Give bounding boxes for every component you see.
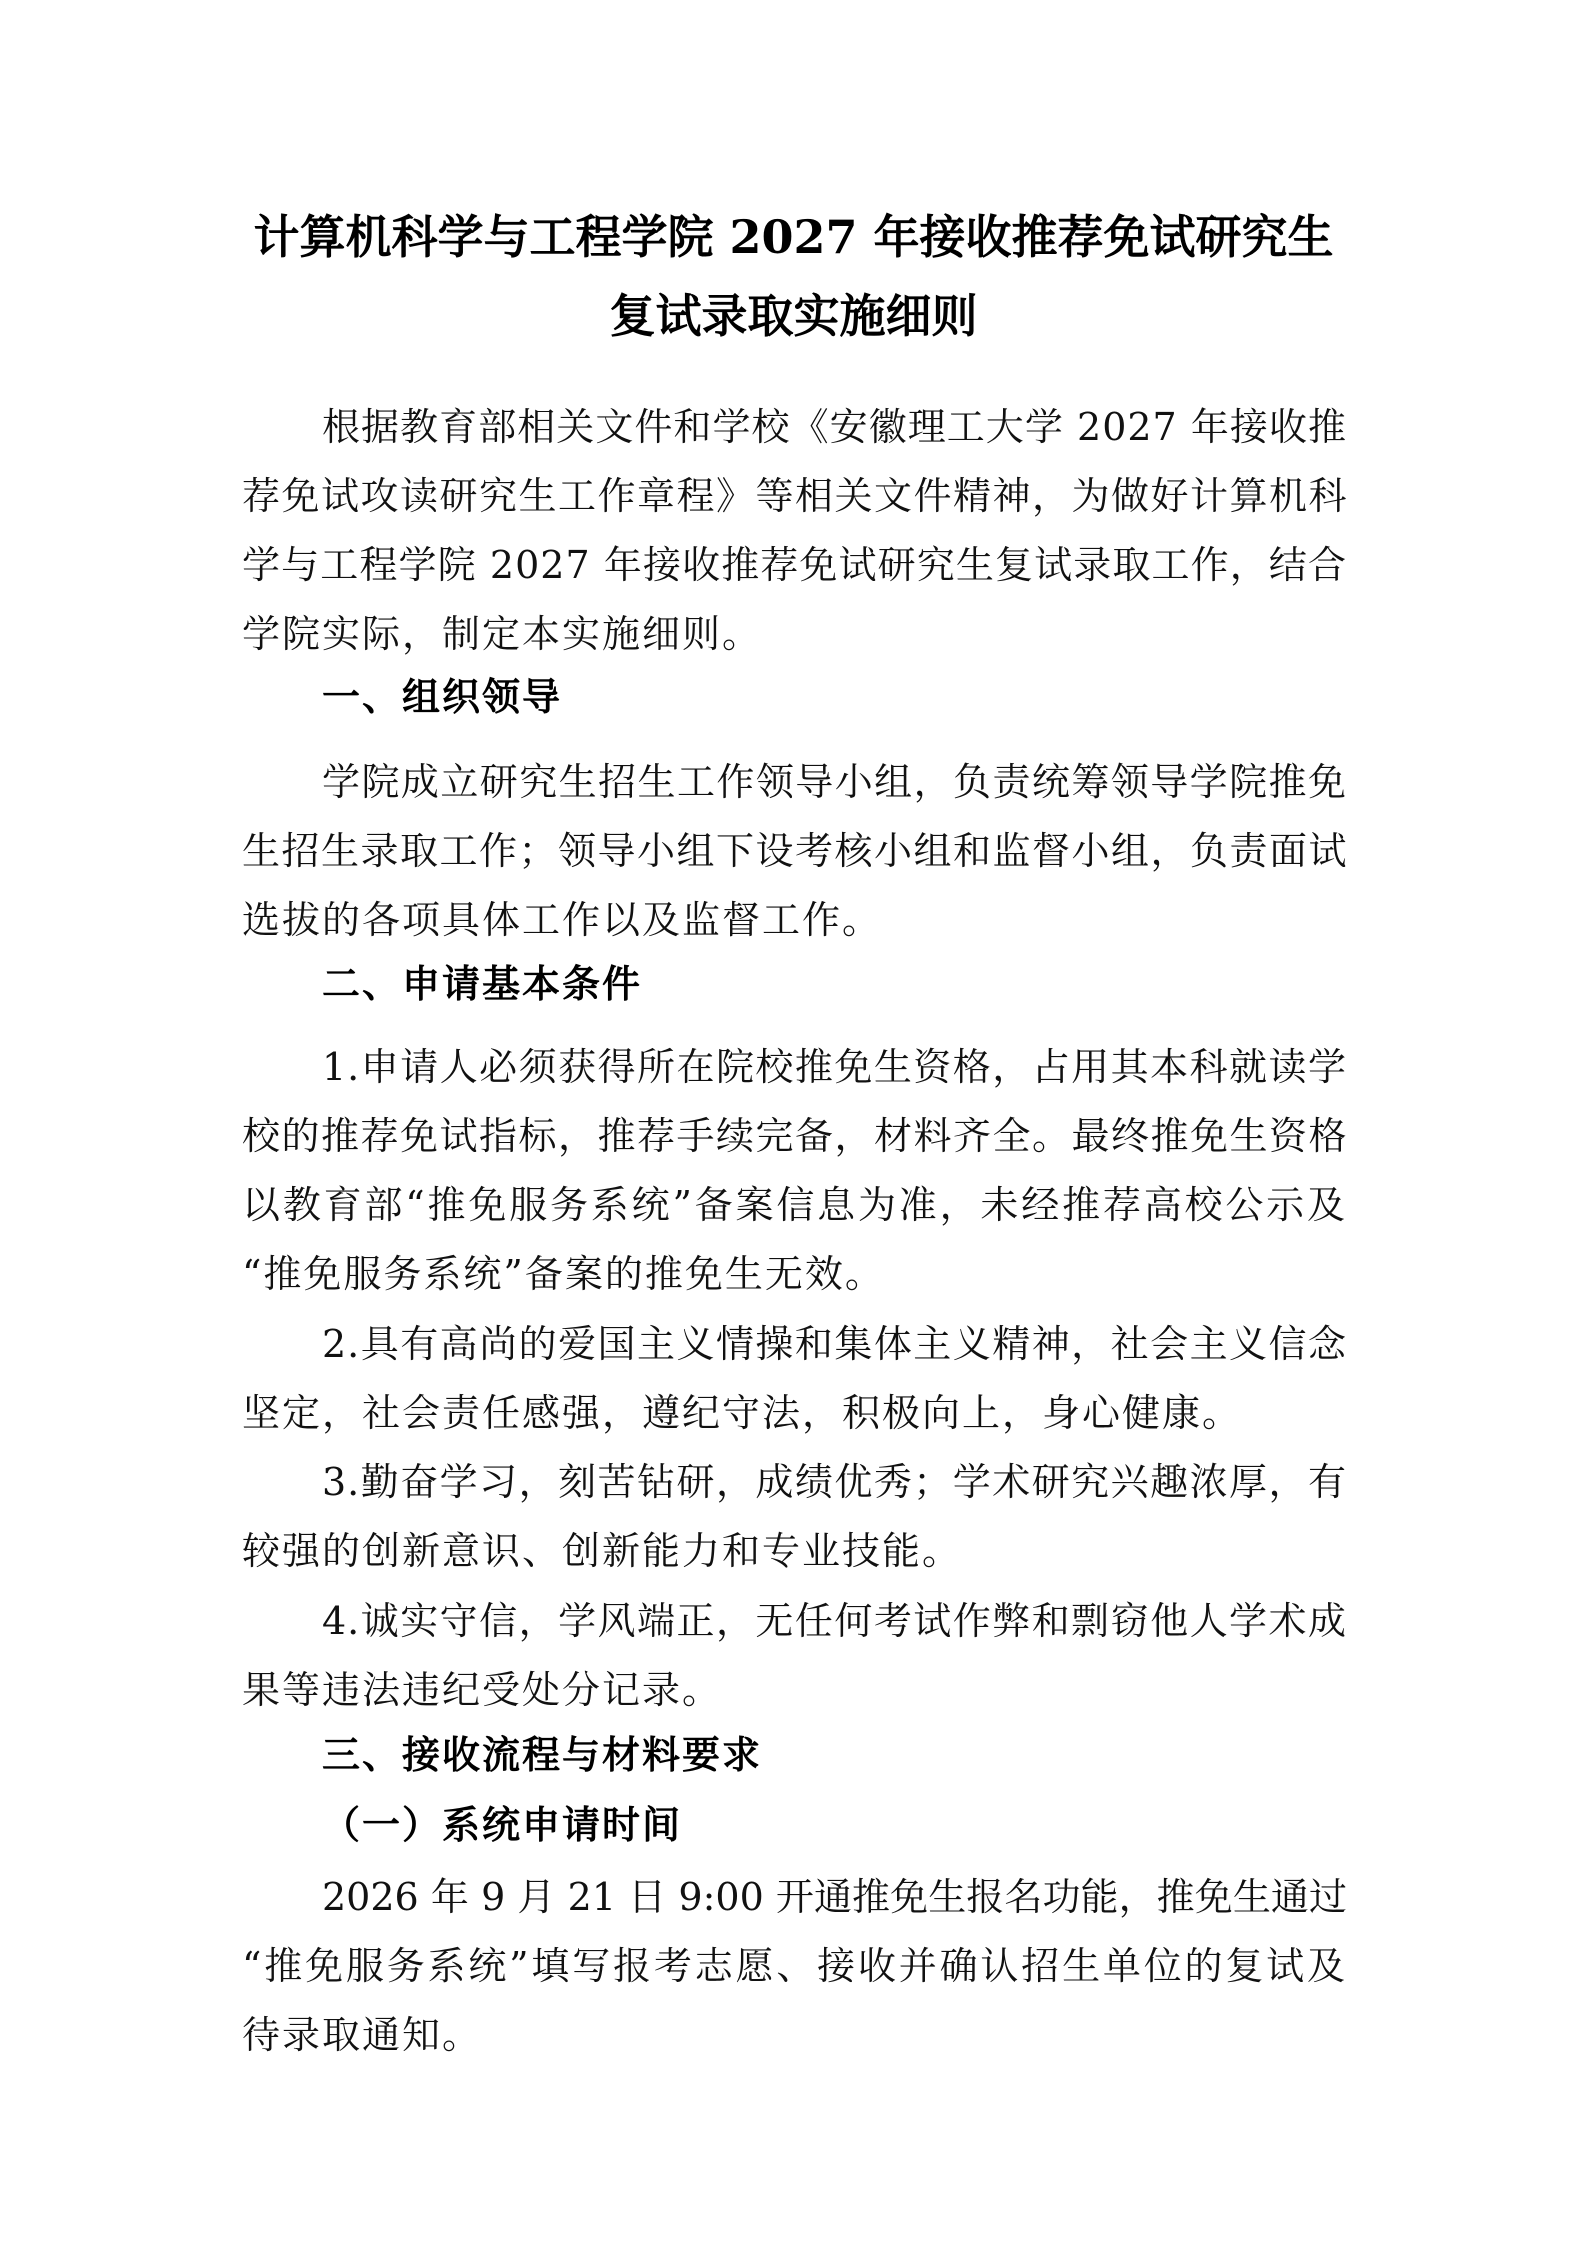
paragraph-line: 学院成立研究生招生工作领导小组，负责统筹领导学院推免 [322,760,1347,804]
intro-line: 根据教育部相关文件和学校《安徽理工大学 2027 年接收推 [322,405,1347,449]
paragraph-line: 4.诚实守信，学风端正，无任何考试作弊和剽窃他人学术成 [322,1599,1347,1643]
paragraph-line: 以教育部“推免服务系统”备案信息为准，未经推荐高校公示及 [242,1183,1347,1227]
paragraph-line: 2026 年 9 月 21 日 9:00 开通推免生报名功能，推免生通过 [322,1875,1347,1919]
paragraph-line: 生招生录取工作；领导小组下设考核小组和监督小组，负责面试 [242,829,1349,873]
title-line-1: 计算机科学与工程学院 2027 年接收推荐免试研究生 [253,210,1334,264]
paragraph-line: 坚定，社会责任感强，遵纪守法，积极向上，身心健康。 [242,1391,1243,1435]
paragraph-line: 果等违法违纪受处分记录。 [242,1668,723,1712]
paragraph-line: 2.具有高尚的爱国主义情操和集体主义精神，社会主义信念 [322,1322,1347,1366]
paragraph-line: “推免服务系统”备案的推免生无效。 [242,1252,885,1296]
paragraph-line: 1.申请人必须获得所在院校推免生资格，占用其本科就读学 [322,1045,1347,1089]
paragraph-line: 校的推荐免试指标，推荐手续完备，材料齐全。最终推免生资格 [242,1114,1349,1158]
section-1-heading: 一、组织领导 [322,675,563,719]
section-3-heading: 三、接收流程与材料要求 [322,1733,763,1777]
paragraph-line: 待录取通知。 [242,2013,483,2057]
title-line-2: 复试录取实施细则 [609,289,978,343]
paragraph-line: 选拔的各项具体工作以及监督工作。 [242,898,883,942]
section-2-heading: 二、申请基本条件 [322,962,643,1006]
section-3-subheading: （一）系统申请时间 [322,1802,683,1847]
intro-line: 学与工程学院 2027 年接收推荐免试研究生复试录取工作，结合 [242,543,1347,587]
paragraph-line: 3.勤奋学习，刻苦钻研，成绩优秀；学术研究兴趣浓厚，有 [322,1460,1347,1504]
intro-line: 学院实际，制定本实施细则。 [242,612,763,656]
intro-line: 荐免试攻读研究生工作章程》等相关文件精神，为做好计算机科 [242,474,1349,518]
paragraph-line: “推免服务系统”填写报考志愿、接收并确认招生单位的复试及 [242,1944,1347,1988]
paragraph-line: 较强的创新意识、创新能力和专业技能。 [242,1529,963,1573]
